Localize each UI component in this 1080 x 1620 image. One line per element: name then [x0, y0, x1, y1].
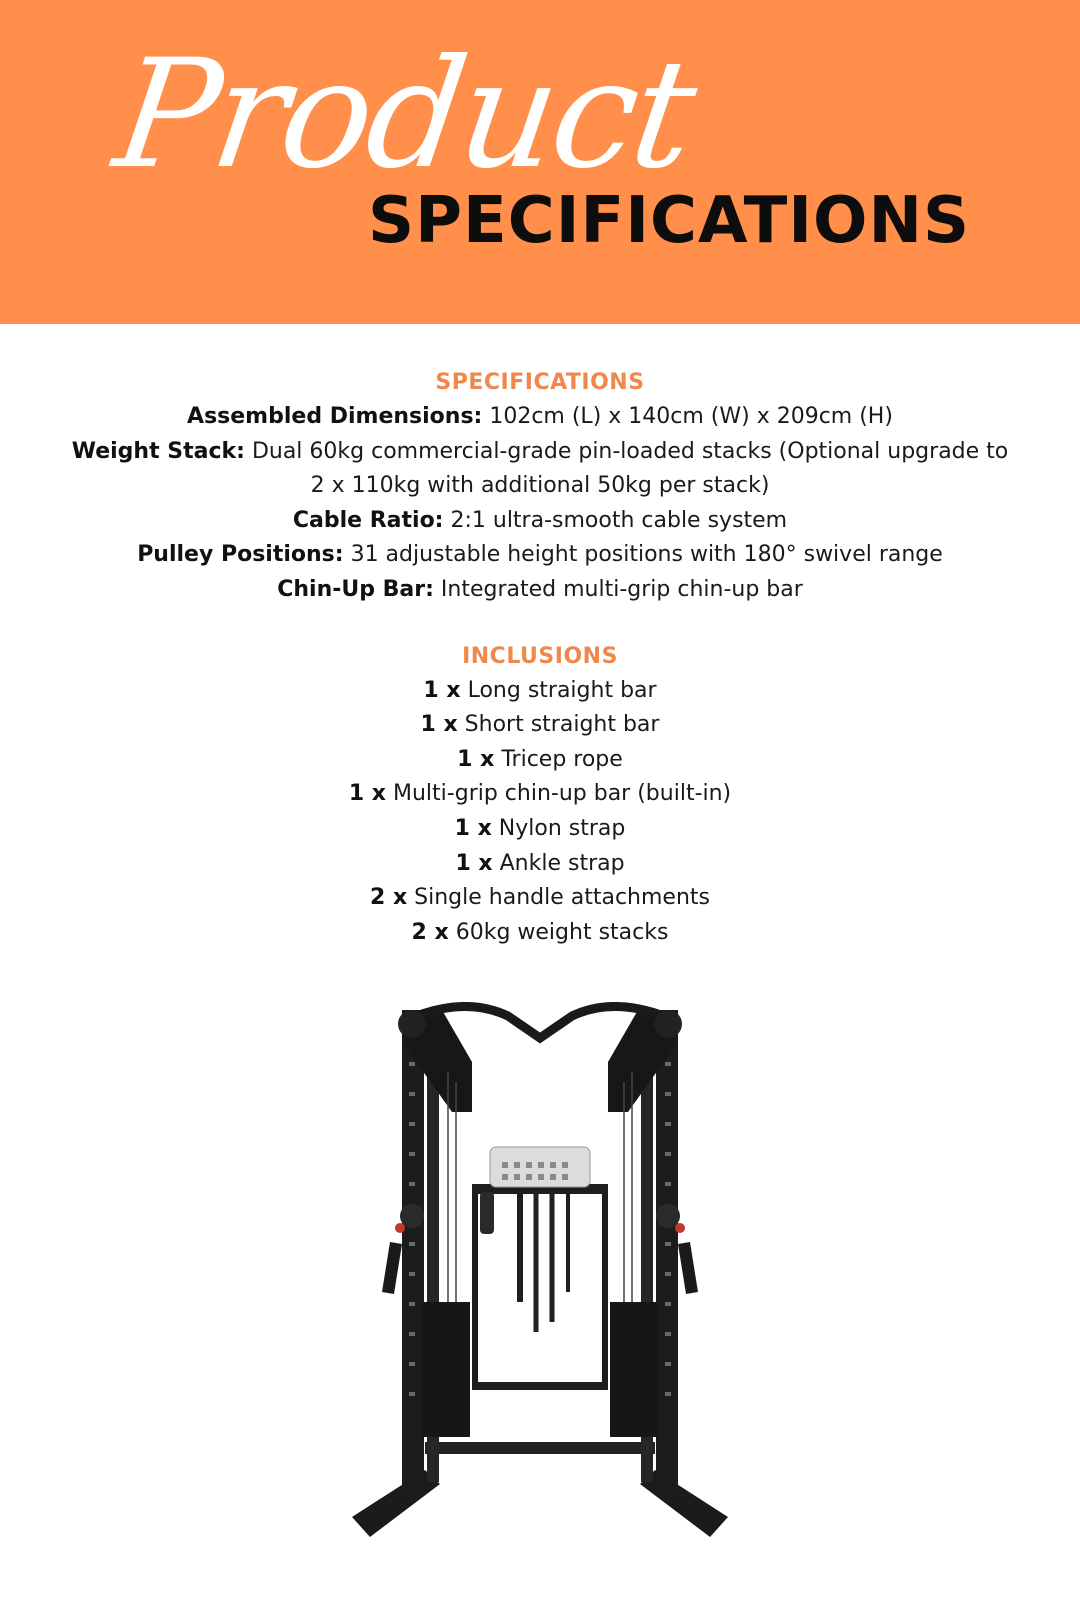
inclusion-item	[0, 812, 1080, 847]
spec-label: Weight Stack:	[71, 438, 245, 464]
inclusion-item	[0, 674, 1080, 709]
inclusion-qty: 2 x	[411, 919, 449, 945]
inclusion-text: Ankle strap	[492, 850, 625, 876]
spec-value: Integrated multi-grip chin-up bar	[433, 576, 803, 602]
block-title: SPECIFICATIONS	[368, 184, 971, 258]
inclusion-item	[0, 847, 1080, 882]
functional-trainer-machine-icon	[330, 1002, 750, 1542]
inclusion-text: Nylon strap	[491, 815, 626, 841]
content	[0, 366, 1080, 950]
spec-label: Assembled Dimensions:	[187, 404, 483, 429]
inclusion-qty: 2 x	[369, 885, 408, 911]
inclusion-qty: 1 x	[455, 850, 493, 876]
inclusion-text: Short straight bar	[457, 712, 660, 738]
inclusion-qty: 1 x	[457, 746, 495, 772]
inclusion-item	[0, 708, 1080, 743]
header-banner	[0, 0, 1080, 324]
spec-label: Pulley Positions:	[137, 542, 344, 568]
specifications-list	[70, 400, 1010, 608]
spec-label: Chin-Up Bar:	[277, 576, 434, 602]
spec-value: 2:1 ultra-smooth cable system	[443, 507, 788, 533]
inclusion-qty: 1 x	[420, 712, 458, 738]
spec-item	[70, 538, 1010, 573]
script-title: Product	[105, 28, 703, 202]
inclusion-qty: 1 x	[423, 677, 461, 703]
spec-item	[70, 504, 1010, 539]
spec-value: 31 adjustable height positions with 180° swivel range	[343, 542, 943, 568]
spec-item	[70, 573, 1010, 608]
inclusion-text: Multi-grip chin-up bar (built-in)	[386, 781, 732, 807]
inclusion-item	[0, 916, 1080, 951]
inclusions-section	[0, 640, 1080, 951]
inclusion-qty: 1 x	[348, 781, 387, 807]
specifications-heading: SPECIFICATIONS	[435, 370, 645, 395]
inclusion-item	[0, 743, 1080, 778]
spec-value: Dual 60kg commercial-grade pin-loaded stacks (Optional upgrade to 2 x 110kg with additional 50kg per stack)	[244, 438, 1009, 499]
inclusion-text: 60kg weight stacks	[448, 919, 669, 945]
inclusion-text: Long straight bar	[460, 677, 657, 703]
inclusion-qty: 1 x	[454, 815, 492, 841]
spec-value: 102cm (L) x 140cm (W) x 209cm (H)	[482, 404, 893, 429]
spec-item	[70, 435, 1010, 504]
spec-item	[70, 400, 1010, 435]
inclusions-heading: INCLUSIONS	[462, 643, 618, 669]
inclusion-item	[0, 777, 1080, 812]
inclusion-text: Single handle attachments	[407, 885, 710, 911]
spec-label: Cable Ratio:	[292, 507, 444, 533]
inclusion-text: Tricep rope	[494, 746, 623, 772]
inclusion-item	[0, 881, 1080, 916]
